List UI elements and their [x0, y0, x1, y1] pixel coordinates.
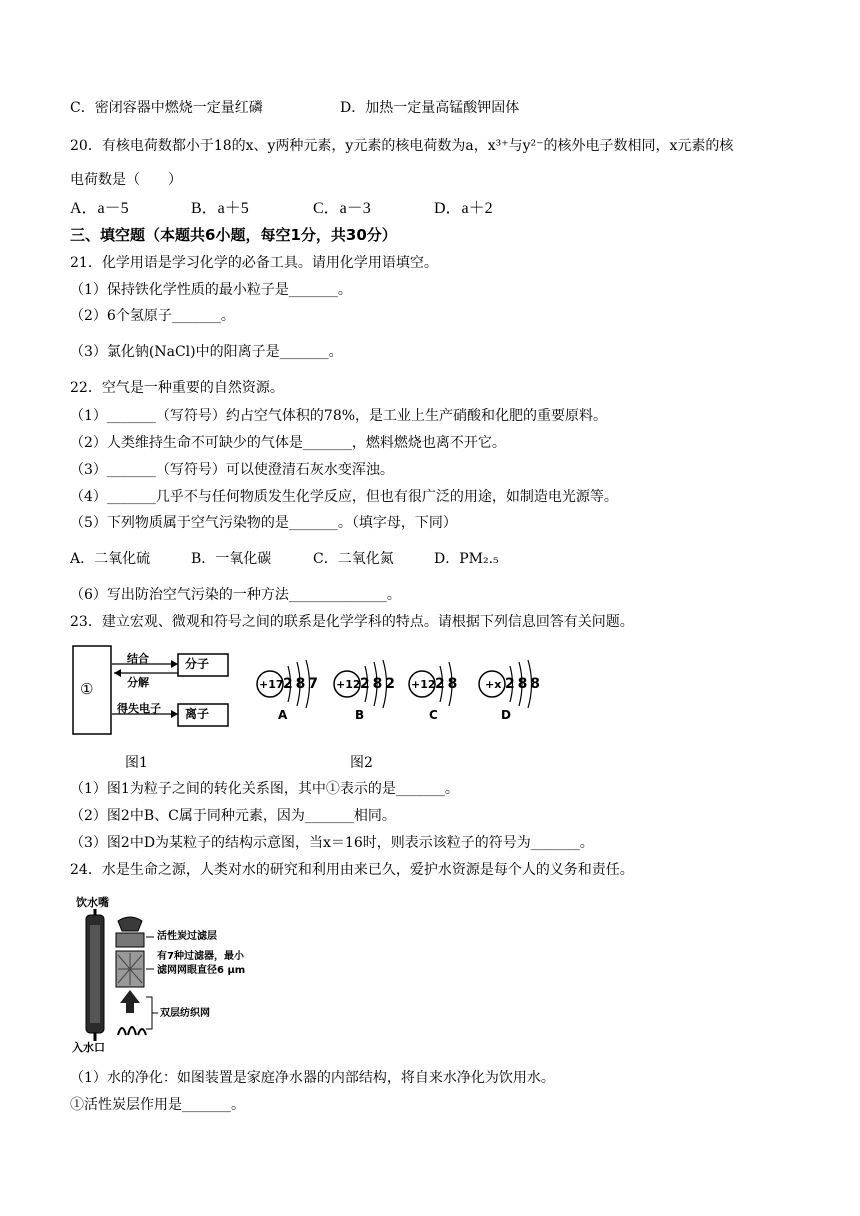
atom-d-shells: 2 8 8: [505, 676, 539, 692]
q22-part2: （2）人类维持生命不可缺少的气体是_______，燃料燃烧也离不开它。: [70, 435, 506, 451]
q20-option-c: C．a－3: [313, 200, 371, 217]
q20-option-b: B．a＋5: [191, 200, 249, 217]
q23-part2: （2）图2中B、C属于同种元素，因为_______相同。: [70, 808, 396, 824]
fig1-molecule-text: 分子: [185, 657, 210, 671]
q23-stem: 23．建立宏观、微观和符号之间的联系是化学学科的特点。请根据下列信息回答有关问题。: [70, 614, 634, 630]
atom-b-nucleus: +12: [336, 678, 361, 691]
q24-part1: （1）水的净化：如图装置是家庭净水器的内部结构，将自来水净化为饮用水。: [70, 1070, 555, 1086]
figure2-caption: 图2: [350, 755, 373, 771]
fig1-ion-text: 离子: [185, 707, 210, 721]
atom-d-label: D: [501, 708, 511, 722]
q19-option-c: C．密闭容器中燃烧一定量红磷: [70, 100, 263, 116]
q23-figure1: [70, 640, 240, 740]
q22-part4: （4）_______几乎不与任何物质发生化学反应，但也有很广泛的用途，如制造电光源等。: [70, 489, 618, 505]
purifier-woven-label: 双层纺织网: [160, 1008, 210, 1019]
q20-stem-line1: 20．有核电荷数都小于18的x、y两种元素，y元素的核电荷数为a，x³⁺与y²⁻的核外电子数相同，x元素的核: [70, 138, 734, 154]
q22-part6: （6）写出防治空气污染的一种方法______________。: [70, 587, 401, 603]
q22-option-c: C．二氧化氮: [313, 551, 394, 567]
atom-c-shells: 2 8: [435, 676, 457, 692]
q22-option-d: D．PM₂.₅: [434, 551, 499, 567]
q22-part5: （5）下列物质属于空气污染物的是_______。（填字母，下同）: [70, 515, 457, 531]
atom-d-nucleus: +x: [485, 678, 502, 691]
q22-stem: 22．空气是一种重要的自然资源。: [70, 380, 284, 396]
fig1-decompose-label: 分解: [127, 676, 149, 689]
purifier-filter-label-1: 有7种过滤器，最小: [157, 951, 244, 962]
atom-b-label: B: [355, 708, 365, 722]
q23-part3: （3）图2中D为某粒子的结构示意图，当x＝16时，则表示该粒子的符号为_______。: [70, 835, 594, 851]
q22-part3: （3）_______（写符号）可以使澄清石灰水变浑浊。: [70, 462, 394, 478]
purifier-carbon-label: 活性炭过滤层: [157, 931, 217, 942]
purifier-filter-label-2: 滤网网眼直径6 μm: [157, 965, 246, 976]
section-title: 三、填空题（本题共6小题，每空1分，共30分）: [70, 226, 397, 244]
purifier-top-label: 饮水嘴: [76, 896, 109, 909]
atom-a-nucleus: +17: [259, 678, 284, 691]
q21-part2: （2）6个氢原子_______。: [70, 308, 235, 324]
fig1-electron-label: 得失电子: [117, 702, 161, 715]
atom-a-label: A: [278, 708, 288, 722]
q20-option-d: D．a＋2: [434, 200, 493, 217]
q20-stem-line2: 电荷数是（ ）: [70, 172, 182, 188]
q21-part3: （3）氯化钠(NaCl)中的阳离子是_______。: [70, 344, 343, 360]
fig1-circle-label: ①: [80, 680, 94, 698]
atom-c-label: C: [429, 708, 438, 722]
q22-option-a: A．二氧化硫: [70, 551, 151, 567]
q20-option-a: A．a－5: [70, 200, 129, 217]
q21-stem: 21．化学用语是学习化学的必备工具。请用化学用语填空。: [70, 255, 438, 271]
fig1-combine-label: 结合: [127, 652, 149, 665]
purifier-inlet-label: 入水口: [72, 1041, 105, 1054]
atom-b-shells: 2 8 2: [360, 676, 394, 692]
q24-stem: 24．水是生命之源，人类对水的研究和利用由来已久，爱护水资源是每个人的义务和责任。: [70, 862, 634, 878]
q24-part2: ①活性炭层作用是_______。: [70, 1097, 245, 1113]
q22-part1: （1）_______（写符号）约占空气体积的78%，是工业上生产硝酸和化肥的重要原料。: [70, 408, 608, 424]
q21-part1: （1）保持铁化学性质的最小粒子是_______。: [70, 282, 352, 298]
q19-option-d: D．加热一定量高锰酸钾固体: [340, 100, 520, 116]
atom-a-shells: 2 8 7: [283, 676, 317, 692]
figure1-caption: 图1: [125, 755, 148, 771]
atom-c-nucleus: +12: [411, 678, 436, 691]
q23-part1: （1）图1为粒子之间的转化关系图，其中①表示的是_______。: [70, 781, 459, 797]
q22-option-b: B．一氧化碳: [191, 551, 272, 567]
